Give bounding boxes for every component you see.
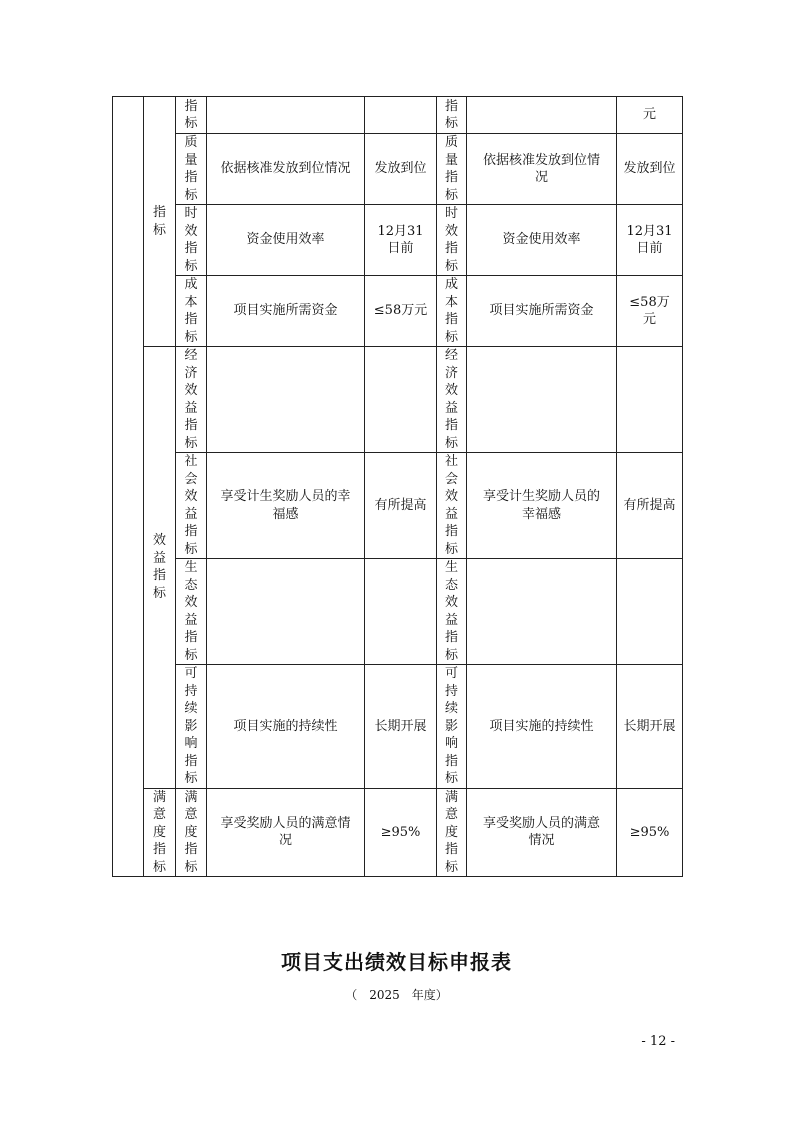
indicator-name [176,665,207,789]
cell-text: 发放到位 [623,161,676,177]
indicator-content-2 [467,347,617,453]
cell-text: 元 [642,107,656,123]
cell-text: 资金使用效率 [246,232,325,248]
cell-text: 有所提高 [374,497,427,513]
indicator-name [176,788,207,877]
cell-text: 社会效益指标 [444,454,458,557]
cell-text: 时效指标 [184,206,198,274]
cell-text: ≤58万元 [629,294,670,327]
cell-text: 享受奖励人员的满意情况 [220,815,351,849]
level1-category-cell [113,97,144,877]
cell-text: 项目实施的持续性 [489,718,594,734]
indicator-value [365,665,437,789]
indicator-content-2 [467,559,617,665]
indicator-name-2 [437,205,467,276]
indicator-content-2 [467,788,617,877]
cell-text: 项目实施所需资金 [233,303,338,319]
cell-text: 经济效益指标 [184,348,198,451]
cell-text: 资金使用效率 [502,232,581,248]
group-label-text: 满意度指标 [152,789,166,875]
indicator-name [176,276,207,347]
indicator-value [365,788,437,877]
cell-text: 生态效益指标 [184,560,198,663]
indicator-name [176,205,207,276]
indicator-value [365,453,437,559]
indicator-value-2 [617,97,683,134]
indicator-content [207,453,365,559]
indicator-name-2 [437,559,467,665]
indicator-name-2 [437,276,467,347]
cell-text: 经济效益指标 [444,348,458,451]
cell-text: 质量指标 [184,135,198,203]
indicator-content [207,665,365,789]
indicator-value-2 [617,205,683,276]
page-title: 项目支出绩效目标申报表 [281,950,512,974]
indicator-name [176,453,207,559]
cell-text: 满意度指标 [444,789,458,875]
indicator-content [207,559,365,665]
indicator-value [365,205,437,276]
cell-text: 社会效益指标 [184,454,198,557]
indicator-name-2 [437,97,467,134]
indicator-content [207,788,365,877]
indicator-content-2 [467,134,617,205]
output-group-label [144,97,176,347]
group-label-text: 指标 [152,205,166,238]
cell-text: 有所提高 [623,497,676,513]
indicator-content [207,97,365,134]
indicator-value-2 [617,134,683,205]
indicator-value-2 [617,276,683,347]
indicator-name-2 [437,134,467,205]
cell-text: 享受计生奖励人员的幸福感 [482,489,600,522]
page-number: - 12 - [641,1034,675,1049]
cell-text: 可持续影响指标 [184,666,198,786]
cell-text: 项目实施的持续性 [233,718,338,734]
cell-text: 成本指标 [444,277,458,345]
indicator-content [207,134,365,205]
cell-text: 长期开展 [623,718,676,734]
cell-text: 指标 [444,98,458,131]
indicator-value-2 [617,665,683,789]
cell-text: 享受奖励人员的满意情况 [482,815,600,849]
indicator-value [365,97,437,134]
cell-text: 时效指标 [444,206,458,274]
cell-text: 质量指标 [444,135,458,203]
cell-text: 项目实施所需资金 [489,303,594,319]
indicator-name-2 [437,788,467,877]
indicator-content [207,276,365,347]
indicator-content-2 [467,276,617,347]
indicator-value-2 [617,347,683,453]
indicator-name [176,134,207,205]
indicator-name-2 [437,453,467,559]
cell-text: ≥95% [380,824,421,840]
indicator-content-2 [467,97,617,134]
cell-text: ≥95% [629,824,670,840]
cell-text: 12月31日前 [377,223,424,256]
cell-text: 发放到位 [374,161,427,177]
cell-text: 生态效益指标 [444,560,458,663]
indicator-content [207,347,365,453]
indicator-content-2 [467,205,617,276]
indicator-name [176,97,207,134]
outcome-group-label [144,347,176,789]
indicator-value-2 [617,559,683,665]
indicator-content-2 [467,665,617,789]
performance-indicator-table [112,96,683,877]
indicator-name-2 [437,665,467,789]
indicator-value [365,559,437,665]
cell-text: 满意度指标 [184,789,198,875]
cell-text: 指标 [184,98,198,131]
cell-text: 成本指标 [184,277,198,345]
indicator-value [365,134,437,205]
cell-text: 可持续影响指标 [444,666,458,786]
indicator-value-2 [617,453,683,559]
indicator-value [365,276,437,347]
satisfaction-group-label [144,788,176,877]
cell-text: ≤58万元 [373,303,428,319]
indicator-content [207,205,365,276]
indicator-name-2 [437,347,467,453]
indicator-name [176,347,207,453]
indicator-value-2 [617,788,683,877]
cell-text: 长期开展 [374,718,427,734]
cell-text: 12月31日前 [626,223,673,256]
cell-text: 享受计生奖励人员的幸福感 [220,489,351,522]
cell-text: 依据核准发放到位情况 [482,152,600,185]
group-label-text: 效益指标 [152,533,166,601]
indicator-value [365,347,437,453]
indicator-content-2 [467,453,617,559]
cell-text: 依据核准发放到位情况 [220,161,351,177]
year-line: （ 2025 年度） [345,988,448,1002]
indicator-name [176,559,207,665]
